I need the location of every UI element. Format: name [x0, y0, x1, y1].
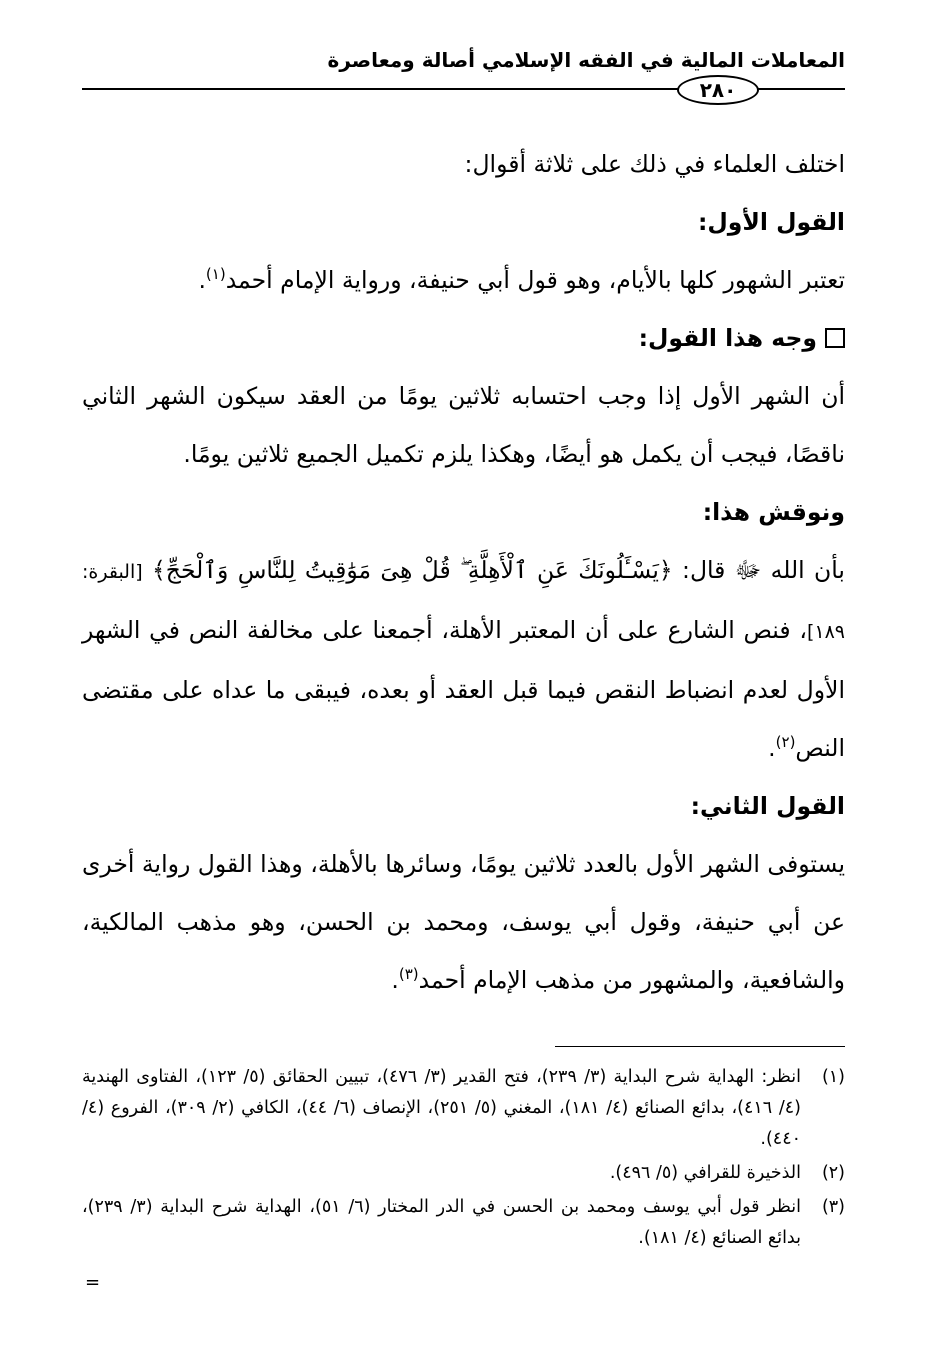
- rebuttal-paragraph: بأن الله ﷻ قال: ﴿يَسْـَٔلُونَكَ عَنِ ٱلْأَهِلَّةِ ۖ قُلْ هِىَ مَوَٰقِيتُ لِلنَّاسِ وَٱلْحَجِّ﴾ [البقرة: ١٨٩]، فنص الشارع على أن المعتبر الأهلة، أجمعنا على مخالفة النص في الشهر الأول لعدم انضباط النقص فيما قبل العقد أو بعده، فيبقى ما عداه على مقتضى النص$^{(٢)}$.: [82, 556, 845, 762]
- verse-citation: [البقرة: ١٨٩]: [82, 561, 845, 643]
- heading-second-opinion: القول الثاني:: [690, 792, 845, 820]
- heading-reasoning: [82, 309, 845, 367]
- footnote-number: (٣): [821, 1197, 845, 1217]
- main-text: [82, 135, 845, 1009]
- footnote-text: انظر: الهداية شرح البداية (٣/ ٢٣٩)، فتح القدير (٣/ ٤٧٦)، تبيين الحقائق (٥/ ١٢٣)، الفتاوى الهندية (٤/ ٤١٦)، بدائع الصنائع (٤/ ١٨١)، المغني (٥/ ٢٥١)، الإنصاف (٦/ ٤٤)، الكافي (٢/ ٣٠٩)، الفروع (٤/ ٤٤٠).: [82, 1067, 801, 1149]
- page-header: [82, 40, 845, 100]
- footnote-text: انظر قول أبي يوسف ومحمد بن الحسن في الدر المختار (٦/ ٥١)، الهداية شرح البداية (٣/ ٢٣٩)، بدائع الصنائع (٤/ ١٨١).: [82, 1197, 801, 1248]
- footnote-1: [82, 1062, 845, 1155]
- footnote-separator: [555, 1046, 845, 1047]
- intro-paragraph: اختلف العلماء في ذلك على ثلاثة أقوال:: [464, 150, 845, 178]
- footnote-text: الذخيرة للقرافي (٥/ ٤٩٦).: [609, 1163, 801, 1183]
- first-opinion-text: تعتبر الشهور كلها بالأيام، وهو قول أبي حنيفة، ورواية الإمام أحمد: [225, 266, 845, 294]
- first-opinion-paragraph: تعتبر الشهور كلها بالأيام، وهو قول أبي حنيفة، ورواية الإمام أحمد$^{(١)}$.: [198, 265, 845, 294]
- footnote-ref-2: (٢): [775, 733, 796, 752]
- heading-reasoning-text: وجه هذا القول:: [638, 324, 817, 352]
- rebuttal-text: ، فنص الشارع على أن المعتبر الأهلة، أجمعنا على مخالفة النص في الشهر الأول لعدم انضباط النقص فيما قبل العقد أو بعده، فيبقى ما عداه على مقتضى النص: [82, 616, 845, 762]
- footnote-ref-3: (٣): [398, 965, 419, 984]
- footnote-3: [82, 1192, 845, 1254]
- footnote-number: (٢): [821, 1163, 845, 1183]
- footnotes: [82, 1062, 845, 1257]
- continuation-mark: =: [85, 1272, 101, 1293]
- quran-verse: ﴿يَسْـَٔلُونَكَ عَنِ ٱلْأَهِلَّةِ ۖ قُلْ هِىَ مَوَٰقِيتُ لِلنَّاسِ وَٱلْحَجِّ﴾: [152, 556, 673, 584]
- page-number: ٢٨٠: [677, 75, 759, 105]
- second-opinion-text: يستوفى الشهر الأول بالعدد ثلاثين يومًا، وسائرها بالأهلة، وهذا القول رواية أخرى عن أبي حنيفة، وقول أبي يوسف، ومحمد بن الحسن، وهو مذهب المالكية، والشافعية، والمشهور من مذهب الإمام أحمد: [82, 850, 845, 994]
- rebuttal-intro: بأن الله ﷻ قال:: [682, 556, 845, 584]
- footnote-ref-1: (١): [205, 265, 226, 284]
- running-title: المعاملات المالية في الفقه الإسلامي أصالة ومعاصرة: [327, 48, 845, 72]
- second-opinion-paragraph: يستوفى الشهر الأول بالعدد ثلاثين يومًا، وسائرها بالأهلة، وهذا القول رواية أخرى عن أبي حنيفة، وقول أبي يوسف، ومحمد بن الحسن، وهو مذهب المالكية، والشافعية، والمشهور من مذهب الإمام أحمد$^{(٣)}$.: [82, 850, 845, 994]
- footnote-number: (١): [821, 1067, 845, 1087]
- reasoning-paragraph: أن الشهر الأول إذا وجب احتسابه ثلاثين يومًا من العقد سيكون الشهر الثاني ناقصًا، فيجب أن يكمل هو أيضًا، وهكذا يلزم تكميل الجميع ثلاثين يومًا.: [82, 382, 845, 468]
- footnote-2: [82, 1158, 845, 1189]
- square-bullet-icon: [825, 328, 845, 348]
- heading-rebuttal: ونوقش هذا:: [702, 498, 845, 526]
- heading-first-opinion: القول الأول:: [697, 208, 845, 236]
